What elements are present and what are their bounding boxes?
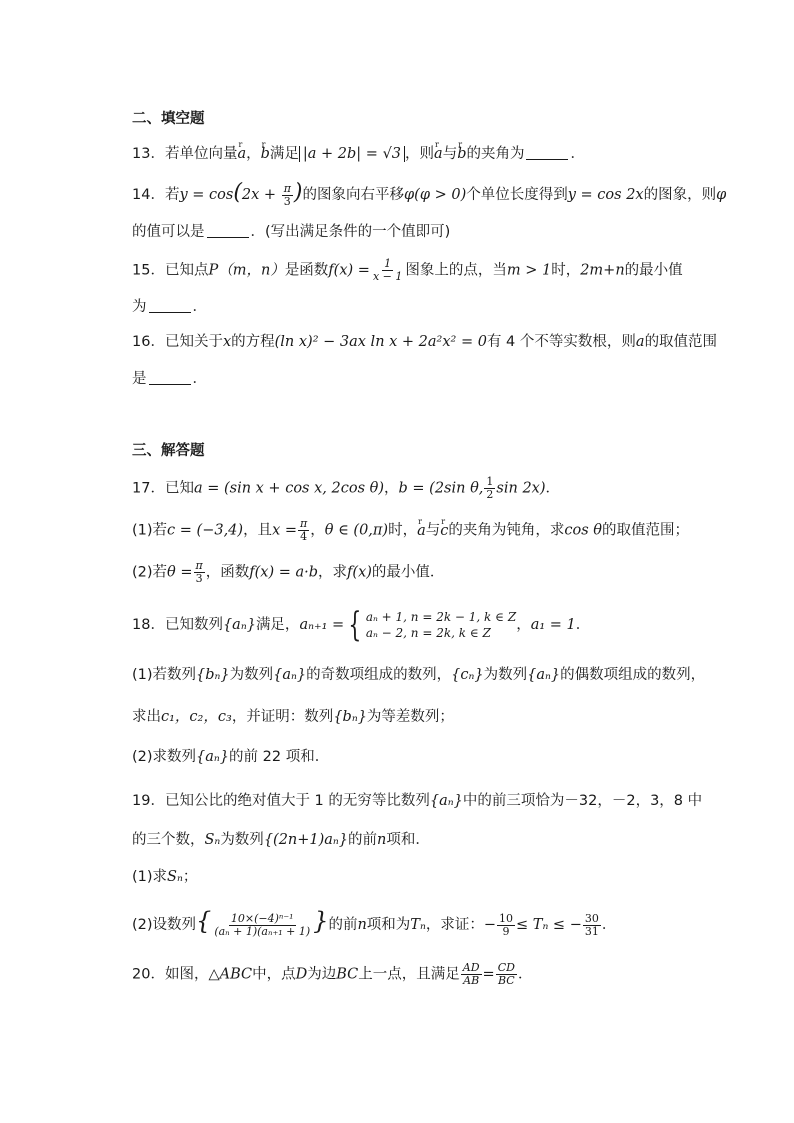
answer-blank[interactable] xyxy=(526,145,568,160)
question-20: 20．如图，△ABC中，点D为边BC上一点，且满足 $\frac{AD}{AB}$ = $\frac{CD}{BC}$ ． xyxy=(132,961,533,987)
section-title-fill: 二、填空题 xyxy=(132,111,205,127)
question-16: 16．已知关于x的方程(ln x)² − 3ax ln x + 2a²x² = 0有 4 个不等实数根，则a的取值范围 xyxy=(132,334,718,350)
question-19-line2: 的三个数，Sₙ为数列{(2n+1)aₙ}的前n项和． xyxy=(132,832,430,848)
question-18-part2: (2)求数列{aₙ}的前 22 项和． xyxy=(132,749,330,765)
answer-blank[interactable] xyxy=(207,223,249,238)
question-19-part1: (1)求Sₙ； xyxy=(132,869,198,885)
question-15-line2: 为 ． xyxy=(132,299,207,315)
question-17-part2: (2)若θ = $\frac{\pi}{3}$ ，函数f(x) = a·b，求f(x)的最小值． xyxy=(132,559,445,585)
answer-blank[interactable] xyxy=(149,298,191,313)
question-14-line2: 的值可以是 ．(写出满足条件的一个值即可) xyxy=(132,224,451,240)
q13-expression: |a + 2b| = √3 xyxy=(299,146,405,162)
question-17: 17．已知a = (sin x + cos x, 2cos θ)，b = (2sin θ, $\frac{1}{2}$ sin 2x)． xyxy=(132,475,561,501)
question-18: 18．已知数列{aₙ}满足，aₙ₊₁ = { aₙ + 1, n = 2k − 1, k ∈ Z aₙ − 2, n = 2k, k ∈ Z ，a₁ = 1． xyxy=(132,605,591,645)
question-19: 19．已知公比的绝对值大于 1 的无穷等比数列{aₙ}中的前三项恰为－32，－2，3，8 中 xyxy=(132,793,703,809)
question-17-part1: (1)若c = (−3,4)，且x = $\frac{\pi}{4}$ ，θ ∈ (0,π)时，r a与r c的夹角为钝角，求cos θ的取值范围； xyxy=(132,518,689,543)
question-15: 15．已知点P（m，n）是函数f(x) = $\frac{1}{x - 1}$ 图象上的点，当m > 1时，2m+n的最小值 xyxy=(132,257,683,283)
question-13: 13．若单位向量r a，r b满足 |a + 2b| = √3 ，则r a与r b的夹角为 ． xyxy=(132,143,585,165)
piecewise-definition: { aₙ + 1, n = 2k − 1, k ∈ Z aₙ − 2, n = 2k, k ∈ Z xyxy=(348,605,517,645)
question-19-part2: (2)设数列{ $\frac{\text{10×(−4)ⁿ⁻¹}}{\text{(aₙ + 1)(aₙ₊₁ + 1)}}$ }的前n项和为Tₙ，求证：− $\frac{10}{9}$ ≤ Tₙ ≤ − $\frac{30}{31}$ ． xyxy=(132,907,617,938)
answer-blank[interactable] xyxy=(149,370,191,385)
section-title-answer: 三、解答题 xyxy=(132,443,205,459)
question-18-part1-line2: 求出c₁，c₂，c₃，并证明：数列{bₙ}为等差数列； xyxy=(132,709,454,725)
question-14: 14．若y = cos(2x + $\frac{\pi}{3}$ )的图象向右平移φ(φ > 0)个单位长度得到y = cos 2x的图象，则φ xyxy=(132,180,727,208)
question-18-part1: (1)若数列{bₙ}为数列{aₙ}的奇数项组成的数列，{cₙ}为数列{aₙ}的偶数项组成的数列， xyxy=(132,667,706,683)
question-16-line2: 是 ． xyxy=(132,371,207,387)
q19-fraction: $\frac{\text{10×(−4)ⁿ⁻¹}}{\text{(aₙ + 1)(aₙ₊₁ + 1)}}$ xyxy=(214,911,311,938)
